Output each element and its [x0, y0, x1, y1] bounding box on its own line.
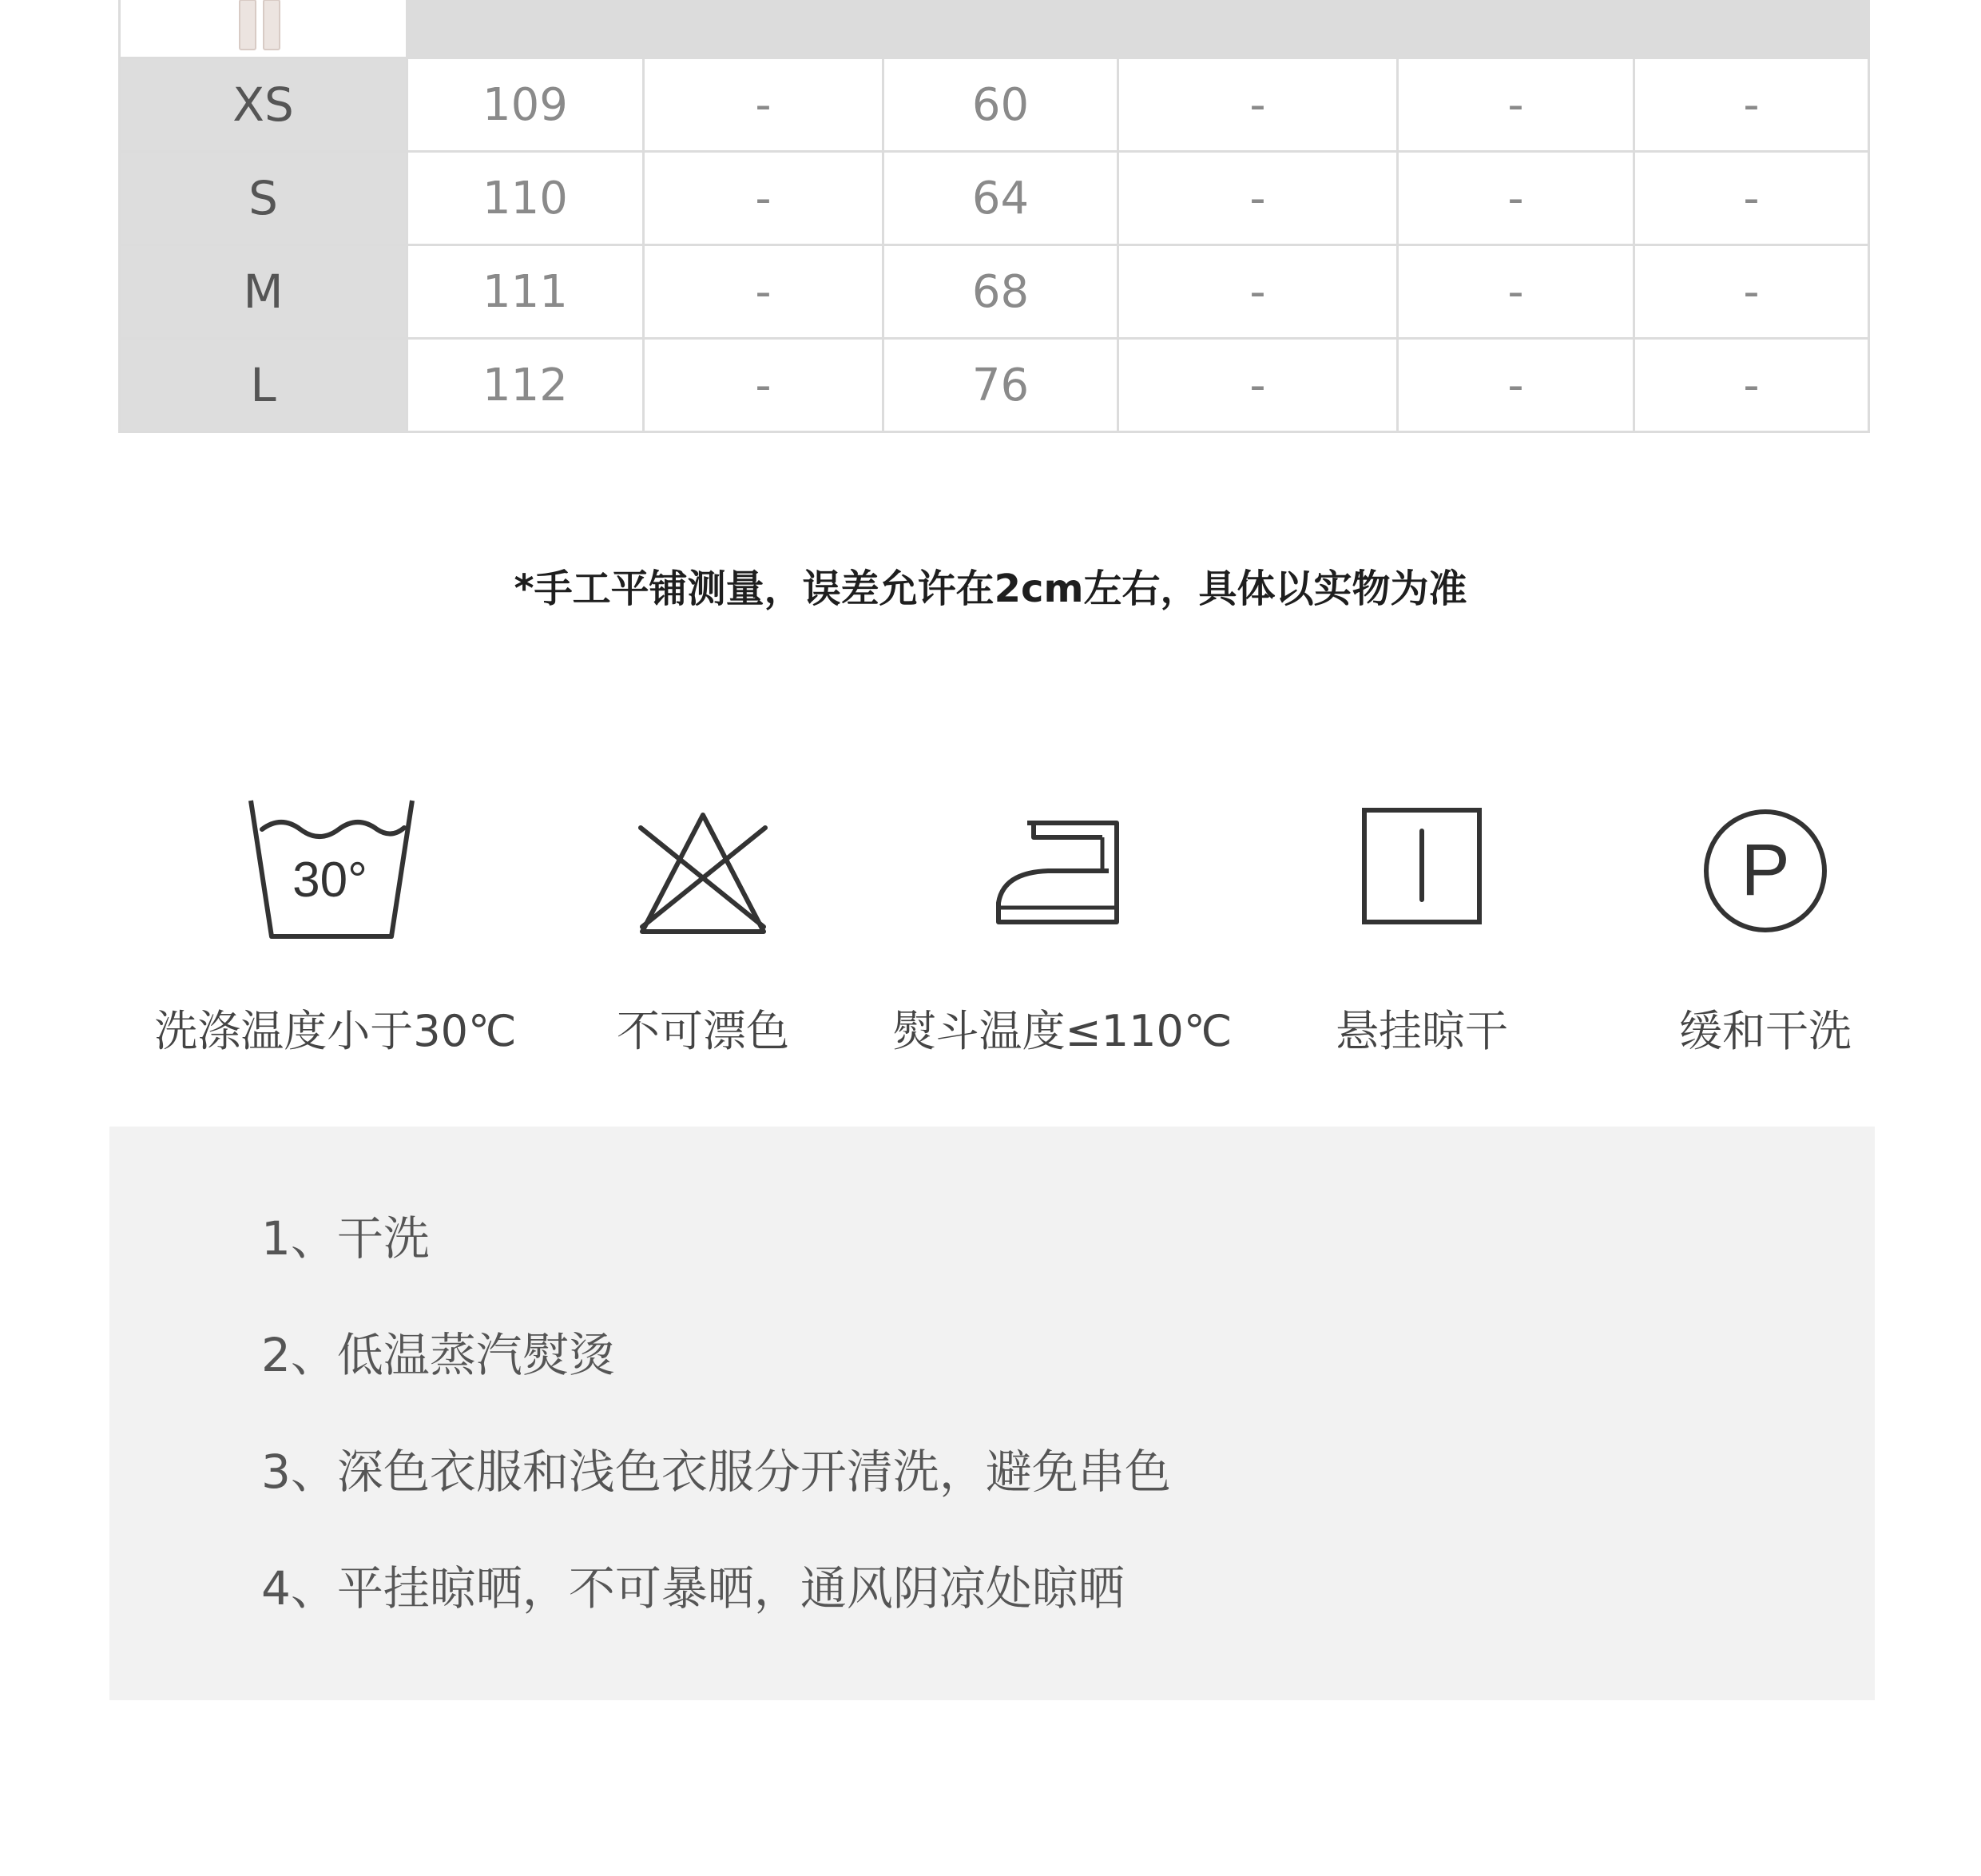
size-label: M [120, 245, 407, 339]
care-item-hang-dry [1294, 791, 1550, 1059]
table-cell: 60 [883, 58, 1118, 152]
header-cell [883, 0, 1118, 58]
header-cell [644, 0, 883, 58]
table-cell: - [644, 152, 883, 245]
measurement-note: *手工平铺测量，误差允许在2cm左右，具体以实物为准 [514, 566, 1467, 611]
table-cell: - [1634, 152, 1869, 245]
table-cell: - [644, 339, 883, 432]
garment-thumbnail [120, 0, 407, 58]
table-cell: 68 [883, 245, 1118, 339]
size-table [118, 0, 1870, 433]
dry-clean-letter: P [1741, 829, 1790, 911]
care-label: 洗涤温度小于30℃ [154, 1006, 517, 1056]
hang-dry-icon [1342, 791, 1502, 951]
list-item: 1、干洗 [261, 1211, 430, 1266]
table-cell: - [1118, 339, 1398, 432]
care-item-no-bleach [575, 791, 831, 1059]
list-item: 2、低温蒸汽熨烫 [261, 1328, 615, 1382]
care-item-dry-clean [1638, 791, 1893, 1059]
table-cell: - [1398, 339, 1634, 432]
table-cell: 110 [407, 152, 644, 245]
care-item-wash [128, 791, 543, 1059]
table-cell: 111 [407, 245, 644, 339]
list-item: 3、深色衣服和浅色衣服分开清洗，避免串色 [261, 1445, 1171, 1499]
table-cell: - [1118, 152, 1398, 245]
care-label: 熨斗温度≤110℃ [892, 1006, 1233, 1056]
no-bleach-icon [623, 791, 783, 951]
table-cell: - [1118, 245, 1398, 339]
size-label: XS [120, 58, 407, 152]
header-cell [407, 0, 644, 58]
care-label: 悬挂晾干 [1336, 1006, 1508, 1056]
list-item: 4、平挂晾晒，不可暴晒，通风阴凉处晾晒 [261, 1561, 1125, 1616]
table-row [120, 152, 1869, 245]
table-cell: - [1634, 58, 1869, 152]
table-row [120, 58, 1869, 152]
header-cell [1118, 0, 1398, 58]
table-row [120, 245, 1869, 339]
table-cell: - [1634, 245, 1869, 339]
table-cell: 112 [407, 339, 644, 432]
care-item-iron [887, 791, 1238, 1059]
table-cell: - [644, 58, 883, 152]
header-cell [1398, 0, 1634, 58]
table-cell: - [644, 245, 883, 339]
header-cell [1634, 0, 1869, 58]
table-cell: - [1398, 245, 1634, 339]
care-instructions-box [109, 1127, 1875, 1700]
table-cell: 109 [407, 58, 644, 152]
iron-icon [983, 791, 1142, 951]
wash-30-icon [240, 791, 431, 951]
table-cell: 76 [883, 339, 1118, 432]
care-label: 缓和干洗 [1679, 1006, 1852, 1056]
care-label: 不可漂色 [617, 1006, 789, 1056]
care-instructions-list [261, 1206, 1171, 1673]
wash-temp-text: 30° [292, 853, 367, 908]
table-cell: - [1118, 58, 1398, 152]
size-label: L [120, 339, 407, 432]
table-cell: - [1398, 152, 1634, 245]
table-row [120, 339, 1869, 432]
size-label: S [120, 152, 407, 245]
dry-clean-p-icon [1685, 791, 1845, 951]
table-header-row [120, 0, 1869, 58]
table-cell: - [1398, 58, 1634, 152]
table-cell: 64 [883, 152, 1118, 245]
table-cell: - [1634, 339, 1869, 432]
